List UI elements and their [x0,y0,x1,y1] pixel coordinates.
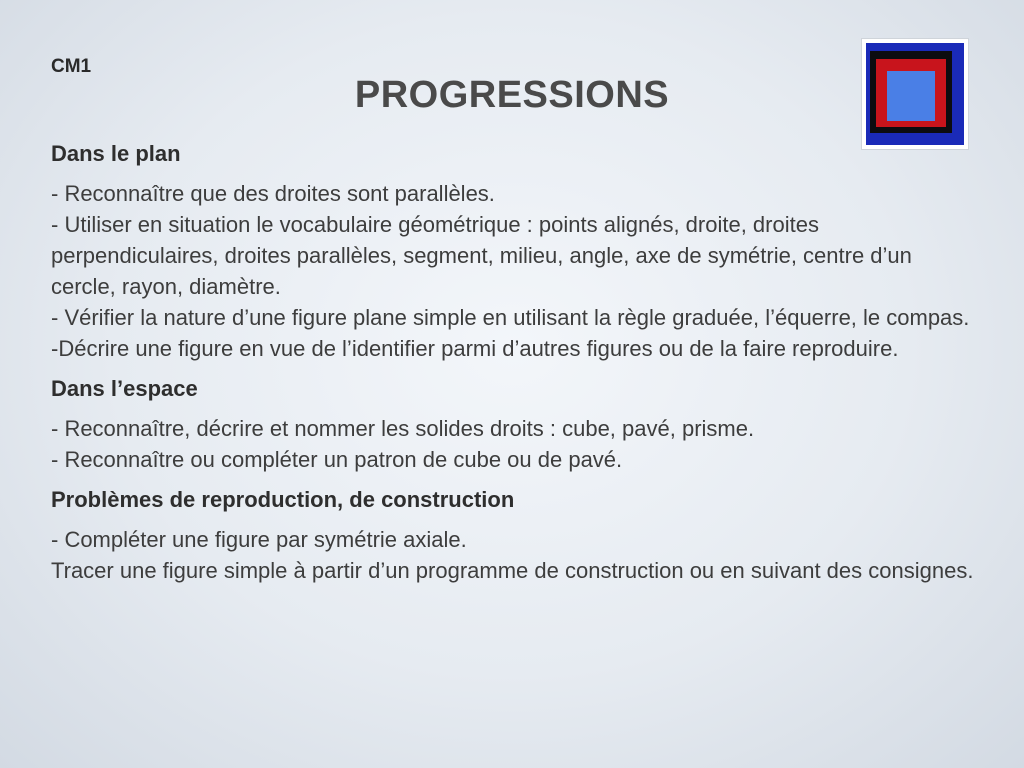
section-heading-plan: Dans le plan [51,141,181,166]
level-label: CM1 [51,56,92,77]
section-heading-problemes: Problèmes de reproduction, de construction [51,487,515,512]
body-line: Tracer une figure simple à partir d’un programme de construction ou en suivant des consignes. [51,558,974,583]
body-line: - Compléter une figure par symétrie axiale. [51,527,467,552]
body-line: - Reconnaître que des droites sont parallèles. [51,181,495,206]
slide-title: PROGRESSIONS [354,74,670,116]
slide-content [51,138,976,595]
artwork-blue-square [887,71,935,121]
body-line: -Décrire une figure en vue de l’identifier parmi d’autres figures ou de la faire reproduire. [51,336,899,361]
section-body-espace [51,413,976,475]
body-line: - Vérifier la nature d’une figure plane simple en utilisant la règle graduée, l’équerre, le compas. [51,305,970,330]
section-heading-espace: Dans l’espace [51,376,198,401]
section-body-plan [51,178,976,364]
body-line: - Reconnaître ou compléter un patron de cube ou de pavé. [51,447,623,472]
body-line: - Reconnaître, décrire et nommer les solides droits : cube, pavé, prisme. [51,416,755,441]
section-body-problemes [51,524,976,586]
body-line: - Utiliser en situation le vocabulaire géométrique : points alignés, droite, droites perpendiculaires, droites parallèles, segment, milieu, angle, axe de symétrie, centre d’un cercle, rayon, diamètre. [51,212,912,299]
artwork-image [861,38,969,150]
